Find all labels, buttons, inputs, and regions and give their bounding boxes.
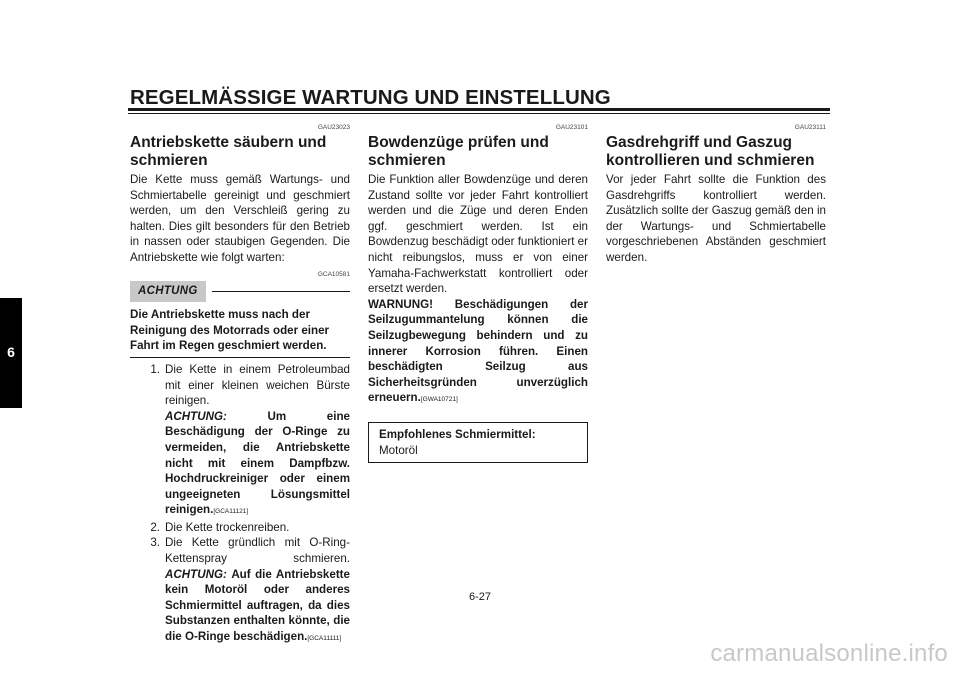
warning-code: GCA10581 bbox=[317, 270, 350, 278]
section-code: GAU23111 bbox=[794, 124, 826, 131]
step-number: 2. bbox=[150, 520, 160, 534]
section-body: Die Funktion aller Bowdenzüge und deren Zustand sollte vor jeder Fahrt kontrolliert werden und die Züge und deren Enden ggf. geschmiert werden. Ist ein Bowdenzug beschädigt oder funktioniert er nicht reibungslos, muss er von einer Yamaha-Fachwerkstatt kontrolliert oder ersetzt werden. bbox=[368, 173, 588, 296]
title-rule bbox=[128, 108, 830, 111]
section-heading: Antriebskette säubern und schmieren bbox=[130, 134, 327, 169]
title-rule-thin bbox=[128, 113, 830, 114]
caution-label: ACHTUNG bbox=[130, 281, 206, 303]
section-body: Vor jeder Fahrt sollte die Funktion des Gasdrehgriffs kontrolliert werden. Zusätzlich sollte der Gaszug gemäß den in der Wartungs- und Schmiertabelle vorgeschriebenen Abständen geschmiert werden. bbox=[606, 173, 826, 264]
caution-rule bbox=[212, 291, 350, 292]
section-code: GAU23101 bbox=[555, 124, 588, 131]
chapter-tab-number: 6 bbox=[7, 344, 15, 360]
caution-text: Die Antriebskette muss nach der Reinigung des Motorrads oder einer Fahrt im Regen geschmiert werden. bbox=[130, 308, 330, 353]
section-heading: Bowdenzüge prüfen und schmieren bbox=[368, 134, 549, 169]
step-text: Die Kette trockenreiben. bbox=[165, 520, 290, 534]
step-caution-label: ACHTUNG: bbox=[165, 567, 227, 581]
step-caution-text: Auf die Antriebskette kein Motoröl oder anderes Schmiermittel auftragen, da dies Substanzen enthalten könnte, die die O-Ringe beschädigen. bbox=[165, 567, 350, 644]
column-throttle bbox=[606, 123, 826, 266]
warning-paragraph bbox=[368, 297, 588, 408]
page-title: REGELMÄSSIGE WARTUNG UND EINSTELLUNG bbox=[130, 86, 611, 109]
caution-banner bbox=[130, 281, 350, 303]
step-text: Die Kette in einem Petroleumbad mit einer kleinen weichen Bürste reinigen. ACHTUNG: Um eine Beschädigung der O-Ringe zu vermeiden, die Antriebskette nicht mit einem Dampfbzw. Hochdruckreiniger oder einem ungeeigneten Lösungsmittel reinigen.[GCA11121] bbox=[165, 362, 350, 517]
step-caution-text: Um eine Beschädigung der O-Ringe zu vermeiden, die Antriebskette nicht mit einem Dampfbzw. Hochdruckreiniger oder einem ungeeigneten Lösungsmittel reinigen. bbox=[165, 409, 350, 517]
watermark: carmanualsonline.info bbox=[710, 640, 948, 667]
section-code: GAU23023 bbox=[317, 124, 350, 131]
lubricant-title: Empfohlenes Schmiermittel: bbox=[379, 427, 536, 441]
section-heading: Gasdrehgriff und Gaszug kontrollieren und schmieren bbox=[606, 134, 815, 169]
lubricant-value: Motoröl bbox=[379, 443, 418, 457]
caution-end-rule bbox=[130, 357, 350, 358]
warning-text: WARNUNG! Beschädigungen der Seilzugummantelung können die Seilzugbewegung behindern und zu innerer Korrosion führen. Einen beschädigten Seilzug aus Sicherheitsgründen unverzüglich erneuern. bbox=[368, 297, 588, 405]
column-cables bbox=[368, 123, 588, 463]
step-caution-label: ACHTUNG: bbox=[165, 409, 227, 423]
warning-code: [GWA10721] bbox=[420, 396, 458, 404]
step-text: Die Kette gründlich mit O-Ring-Kettenspray schmieren. ACHTUNG: Auf die Antriebskette kein Motoröl oder anderes Schmiermittel auftragen, da dies Substanzen enthalten könnte, die die O-Ringe beschädigen.[GCA11111] bbox=[165, 536, 350, 644]
column-chain bbox=[130, 123, 350, 647]
step-code: [GCA11121] bbox=[213, 508, 249, 516]
page-number: 6-27 bbox=[468, 591, 492, 603]
section-intro: Die Kette muss gemäß Wartungs- und Schmiertabelle gereinigt und geschmiert werden, um den Verschleiß gering zu halten. Dies gilt besonders für den Betrieb in nassen oder staubigen Gegenden. Die Antriebskette wie folgt warten: bbox=[130, 173, 350, 264]
list-item bbox=[130, 520, 350, 536]
step-number: 3. bbox=[150, 536, 160, 550]
step-number: 1. bbox=[150, 362, 160, 376]
step-code: [GCA11111] bbox=[307, 635, 342, 643]
lubricant-box bbox=[368, 422, 588, 463]
list-item bbox=[130, 362, 350, 520]
